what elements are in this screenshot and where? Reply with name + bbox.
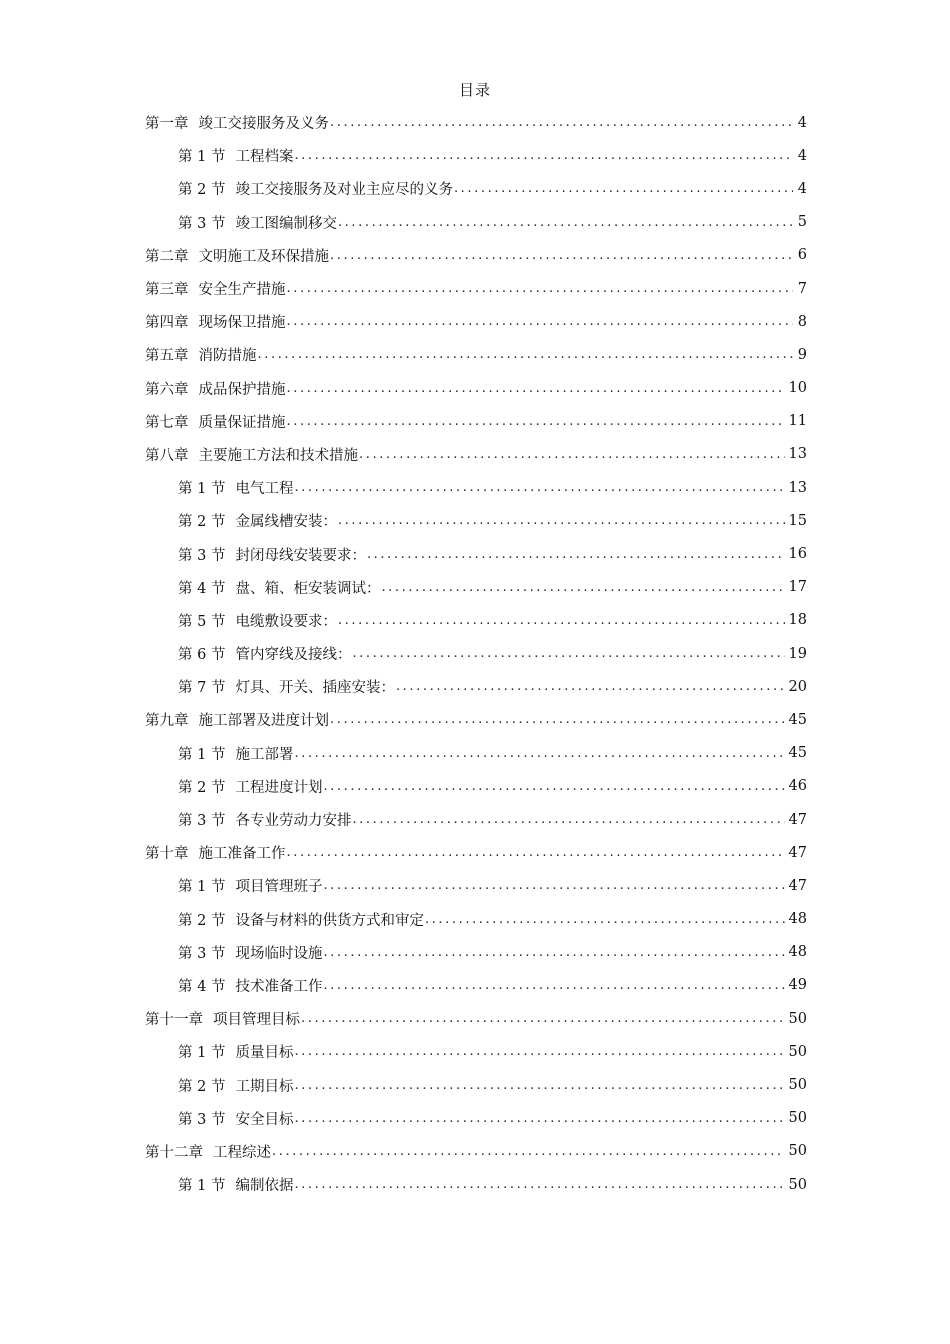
toc-entry[interactable] (145, 770, 807, 803)
toc-entry[interactable] (145, 803, 807, 836)
toc-entry-text: 各专业劳动力安排 (235, 813, 352, 830)
toc-entry-label (178, 1075, 293, 1096)
toc-entry-page: 4 (797, 147, 807, 164)
toc-entry-label (145, 311, 286, 332)
toc-entry-text: 消防措施 (198, 348, 257, 365)
toc-entry-label (145, 444, 358, 465)
toc-entry[interactable] (145, 869, 807, 902)
toc-entry-number: 第 5 节 (178, 613, 226, 630)
toc-entry-text: 灯具、开关、插座安装： (235, 680, 395, 697)
toc-leader-dots (454, 181, 793, 196)
toc-entry-text: 电缆敷设要求： (235, 613, 337, 630)
toc-entry[interactable] (145, 1135, 807, 1168)
toc-entry-label (178, 610, 337, 631)
toc-entry-label (145, 245, 329, 266)
toc-entry-label (178, 477, 293, 498)
toc-entry-page: 5 (797, 214, 807, 231)
toc-entry[interactable] (145, 1002, 807, 1035)
toc-entry-page: 15 (788, 512, 807, 529)
toc-entry-label (178, 909, 424, 930)
toc-entry[interactable] (145, 405, 807, 438)
toc-entry[interactable] (145, 239, 807, 272)
toc-entry-number: 第 2 节 (178, 182, 226, 199)
toc-entry-text: 工程进度计划 (235, 779, 323, 796)
toc-leader-dots (338, 513, 785, 528)
toc-entry-label (145, 1008, 300, 1029)
toc-entry-number: 第十一章 (145, 1012, 203, 1029)
toc-entry-number: 第 1 节 (178, 481, 226, 498)
toc-entry[interactable] (145, 172, 807, 205)
toc-entry-page: 7 (797, 280, 807, 297)
toc-entry-label (178, 942, 322, 963)
toc-entry-text: 金属线槽安装： (235, 514, 337, 531)
toc-leader-dots (330, 712, 785, 727)
toc-entry-number: 第 4 节 (178, 978, 226, 995)
toc-entry-label (178, 1041, 293, 1062)
toc-entry-label (178, 1108, 293, 1129)
toc-leader-dots (294, 1044, 784, 1059)
toc-entry[interactable] (145, 1168, 807, 1201)
toc-entry-text: 成品保护措施 (198, 381, 286, 398)
toc-entry-page: 13 (788, 446, 807, 463)
toc-entry-text: 主要施工方法和技术措施 (198, 447, 358, 464)
toc-entry[interactable] (145, 670, 807, 703)
toc-entry-label (145, 344, 257, 365)
toc-entry[interactable] (145, 272, 807, 305)
toc-entry-page: 20 (788, 678, 807, 695)
toc-entry-label (178, 676, 395, 697)
toc-entry-label (178, 1174, 293, 1195)
toc-entry-page: 4 (797, 114, 807, 131)
toc-leader-dots (272, 1144, 785, 1159)
toc-entry-number: 第 4 节 (178, 580, 226, 597)
toc-leader-dots (425, 912, 785, 927)
toc-entry-label (145, 278, 286, 299)
toc-entry-page: 45 (788, 711, 807, 728)
toc-leader-dots (258, 347, 794, 362)
toc-entry-page: 19 (788, 645, 807, 662)
toc-leader-dots (323, 779, 784, 794)
toc-entry-text: 电气工程 (235, 481, 294, 498)
toc-leader-dots (287, 281, 794, 296)
toc-leader-dots (287, 314, 794, 329)
toc-entry-label (145, 842, 286, 863)
toc-leader-dots (323, 978, 784, 993)
toc-entry-number: 第六章 (145, 381, 189, 398)
toc-entry-text: 工期目标 (235, 1078, 294, 1095)
toc-entry-number: 第二章 (145, 248, 189, 265)
toc-entry-page: 47 (788, 877, 807, 894)
toc-entry[interactable] (145, 139, 807, 172)
toc-entry[interactable] (145, 305, 807, 338)
toc-entry-page: 4 (797, 180, 807, 197)
toc-entry-label (178, 212, 337, 233)
toc-leader-dots (294, 148, 793, 163)
toc-entry-label (145, 112, 329, 133)
toc-entry-number: 第 1 节 (178, 149, 226, 166)
toc-list (145, 106, 807, 1201)
toc-entry-text: 现场保卫措施 (198, 315, 286, 332)
toc-entry-page: 48 (788, 911, 807, 928)
toc-entry[interactable] (145, 106, 807, 139)
toc-entry-label (145, 1141, 271, 1162)
toc-leader-dots (352, 646, 784, 661)
toc-entry-number: 第 2 节 (178, 779, 226, 796)
toc-entry-number: 第 7 节 (178, 680, 226, 697)
toc-entry-text: 编制依据 (235, 1178, 294, 1195)
toc-entry-text: 技术准备工作 (235, 978, 323, 995)
toc-leader-dots (294, 1177, 784, 1192)
toc-entry-text: 盘、箱、柜安装调试： (235, 580, 381, 597)
toc-entry[interactable] (145, 1102, 807, 1135)
toc-entry-page: 48 (788, 944, 807, 961)
toc-entry-text: 管内穿线及接线： (235, 647, 352, 664)
toc-entry-number: 第九章 (145, 713, 189, 730)
toc-entry-number: 第三章 (145, 282, 189, 299)
toc-entry-page: 50 (788, 1010, 807, 1027)
toc-entry-text: 质量目标 (235, 1045, 294, 1062)
toc-entry-label (178, 510, 337, 531)
toc-entry-number: 第一章 (145, 116, 189, 133)
toc-entry-page: 9 (797, 346, 807, 363)
toc-leader-dots (294, 746, 784, 761)
toc-entry-text: 安全目标 (235, 1111, 294, 1128)
toc-leader-dots (367, 547, 785, 562)
toc-entry-text: 工程档案 (235, 149, 294, 166)
toc-entry-number: 第 3 节 (178, 813, 226, 830)
toc-entry-text: 竣工交接服务及对业主应尽的义务 (235, 182, 453, 199)
toc-entry-label (178, 809, 351, 830)
toc-leader-dots (294, 1078, 784, 1093)
toc-leader-dots (323, 878, 784, 893)
toc-entry-label (178, 776, 322, 797)
toc-entry-number: 第 2 节 (178, 514, 226, 531)
toc-entry-text: 工程综述 (213, 1144, 271, 1161)
toc-entry-number: 第 1 节 (178, 746, 226, 763)
toc-entry-text: 项目管理班子 (235, 879, 323, 896)
toc-entry-number: 第 2 节 (178, 1078, 226, 1095)
toc-entry[interactable] (145, 936, 807, 969)
toc-title: 目录 (458, 81, 491, 99)
toc-entry-label (178, 975, 322, 996)
toc-entry[interactable] (145, 471, 807, 504)
toc-entry-number: 第 1 节 (178, 1045, 226, 1062)
toc-leader-dots (287, 414, 785, 429)
toc-entry-text: 施工部署 (235, 746, 294, 763)
toc-entry-page: 50 (788, 1176, 807, 1193)
toc-entry[interactable] (145, 1035, 807, 1068)
toc-entry-number: 第 3 节 (178, 215, 226, 232)
toc-entry[interactable] (145, 703, 807, 736)
toc-entry-page: 46 (788, 778, 807, 795)
toc-leader-dots (381, 580, 784, 595)
toc-entry-page: 47 (788, 811, 807, 828)
toc-entry-label (145, 378, 286, 399)
toc-entry-text: 现场临时设施 (235, 945, 323, 962)
toc-entry-page: 50 (788, 1077, 807, 1094)
toc-entry[interactable] (145, 206, 807, 239)
toc-entry-text: 施工部署及进度计划 (198, 713, 329, 730)
toc-entry-page: 50 (788, 1043, 807, 1060)
toc-entry-text: 竣工图编制移交 (235, 215, 337, 232)
toc-entry[interactable] (145, 969, 807, 1002)
toc-entry-page: 11 (788, 413, 807, 430)
toc-entry-page: 18 (788, 612, 807, 629)
toc-leader-dots (330, 248, 793, 263)
toc-leader-dots (396, 679, 785, 694)
toc-leader-dots (294, 1111, 784, 1126)
toc-entry[interactable] (145, 338, 807, 371)
toc-entry-number: 第十章 (145, 846, 189, 863)
toc-entry[interactable] (145, 836, 807, 869)
toc-entry-label (178, 145, 293, 166)
toc-entry-number: 第 1 节 (178, 1178, 226, 1195)
toc-entry-page: 17 (788, 579, 807, 596)
toc-entry-number: 第 3 节 (178, 1111, 226, 1128)
toc-entry-page: 50 (788, 1110, 807, 1127)
toc-entry-label (145, 709, 329, 730)
toc-leader-dots (287, 845, 785, 860)
toc-entry-text: 竣工交接服务及义务 (198, 116, 329, 133)
toc-entry[interactable] (145, 637, 807, 670)
toc-entry-text: 封闭母线安装要求： (235, 547, 366, 564)
toc-entry-number: 第 3 节 (178, 945, 226, 962)
toc-entry[interactable] (145, 504, 807, 537)
toc-entry-label (145, 411, 286, 432)
toc-entry-page: 49 (788, 977, 807, 994)
toc-entry-number: 第五章 (145, 348, 189, 365)
toc-entry-page: 13 (788, 479, 807, 496)
toc-leader-dots (338, 215, 793, 230)
toc-entry-number: 第四章 (145, 315, 189, 332)
toc-entry-label (178, 643, 351, 664)
toc-entry-page: 6 (797, 247, 807, 264)
toc-entry-label (178, 577, 380, 598)
toc-entry-number: 第七章 (145, 414, 189, 431)
toc-entry-text: 质量保证措施 (198, 414, 286, 431)
toc-entry-page: 10 (788, 380, 807, 397)
toc-entry[interactable] (145, 737, 807, 770)
toc-entry-label (178, 178, 453, 199)
toc-entry[interactable] (145, 372, 807, 405)
toc-entry[interactable] (145, 438, 807, 471)
toc-entry-page: 8 (797, 313, 807, 330)
toc-entry-number: 第八章 (145, 447, 189, 464)
toc-leader-dots (352, 812, 784, 827)
toc-entry-page: 45 (788, 745, 807, 762)
toc-entry-page: 16 (788, 546, 807, 563)
toc-entry-label (178, 875, 322, 896)
toc-entry-text: 设备与材料的供货方式和审定 (235, 912, 424, 929)
toc-entry-number: 第 3 节 (178, 547, 226, 564)
toc-leader-dots (330, 115, 793, 130)
toc-entry[interactable] (145, 903, 807, 936)
toc-leader-dots (294, 480, 784, 495)
toc-entry[interactable] (145, 604, 807, 637)
toc-leader-dots (359, 447, 785, 462)
toc-entry-number: 第 2 节 (178, 912, 226, 929)
toc-leader-dots (287, 381, 785, 396)
toc-entry-text: 施工准备工作 (198, 846, 286, 863)
toc-entry-page: 50 (788, 1143, 807, 1160)
toc-entry-number: 第 1 节 (178, 879, 226, 896)
toc-leader-dots (338, 613, 785, 628)
toc-entry-number: 第十二章 (145, 1144, 203, 1161)
toc-entry-label (178, 544, 366, 565)
toc-entry[interactable] (145, 537, 807, 570)
toc-entry[interactable] (145, 1068, 807, 1101)
toc-entry-number: 第 6 节 (178, 647, 226, 664)
toc-leader-dots (323, 945, 784, 960)
toc-leader-dots (301, 1011, 785, 1026)
toc-entry-label (178, 743, 293, 764)
toc-entry-text: 文明施工及环保措施 (198, 248, 329, 265)
toc-entry-page: 47 (788, 844, 807, 861)
toc-entry[interactable] (145, 571, 807, 604)
toc-entry-text: 安全生产措施 (198, 282, 286, 299)
toc-entry-text: 项目管理目标 (213, 1012, 300, 1029)
